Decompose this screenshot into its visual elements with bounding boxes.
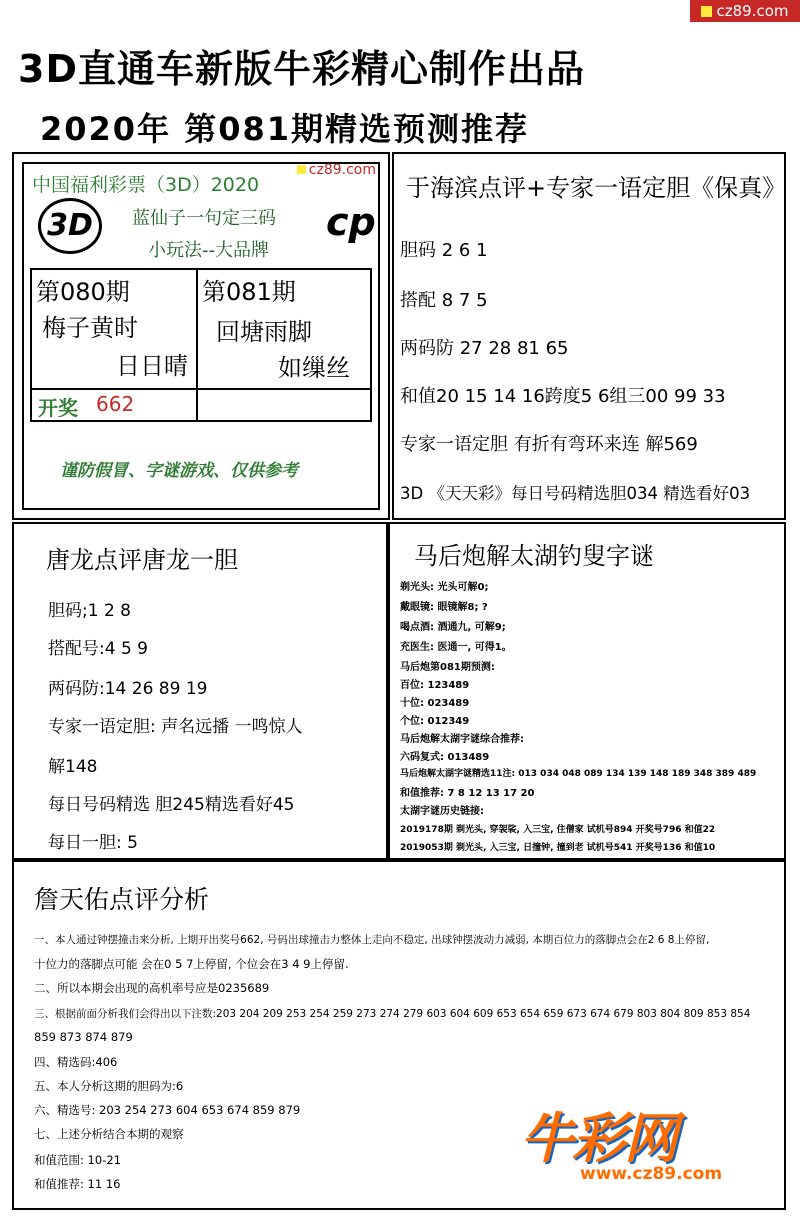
- tang-long-line: 两码防:14 26 89 19: [48, 679, 208, 699]
- ma-hou-pao-title: 马后炮解太湖钓叟字谜: [414, 542, 654, 570]
- ma-hou-pao-line: 2019178期 剃光头, 穿袈裟, 入三宝, 住僧家 试机号894 开奖号796 和值22: [400, 825, 716, 835]
- cp-logo-icon: cp: [326, 200, 376, 244]
- analysis-line: 十位力的落脚点可能 会在0 5 7上停留, 个位会在3 4 9上停留.: [34, 957, 349, 971]
- watermark-logo: [500, 1090, 760, 1190]
- tang-long-title: 唐龙点评唐龙一胆: [46, 546, 238, 574]
- slogan-line-1: 蓝仙子一句定三码: [132, 208, 276, 229]
- card-site-tag: [297, 162, 376, 178]
- analysis-line: 五、本人分析这期的胆码为:6: [34, 1079, 184, 1093]
- square-icon: [701, 6, 712, 17]
- ma-hou-pao-line: 百位: 123489: [400, 680, 470, 691]
- cur-riddle-line-2: 如缫丝: [278, 354, 350, 382]
- yu-haibin-line: 专家一语定胆 有折有弯环来连 解569: [400, 434, 698, 455]
- tang-long-line: 每日号码精选 胆245精选看好45: [48, 795, 295, 815]
- square-icon: [297, 165, 306, 174]
- lottery-card-inner: [22, 162, 380, 510]
- draw-result-cell: [32, 390, 198, 420]
- slogan-line-2: 小玩法--大品牌: [148, 240, 269, 261]
- ma-hou-pao-line: 马后炮解太湖字谜精选11注: 013 034 048 089 134 139 148 189 348 389 489: [400, 769, 757, 779]
- tang-long-line: 每日一胆: 5: [48, 833, 138, 853]
- ma-hou-pao-line: 马后炮第081期预测:: [400, 662, 495, 673]
- lottery-brand: 中国福利彩票（3D）2020: [32, 174, 260, 196]
- tang-long-line: 解148: [48, 757, 98, 777]
- prev-riddle-line-2: 日日晴: [116, 352, 188, 380]
- ma-hou-pao-line: 充医生: 医通一, 可得1。: [400, 642, 512, 653]
- watermark-url: www.cz89.com: [580, 1164, 723, 1184]
- draw-label: 开奖: [38, 396, 78, 420]
- analysis-line: 一、本人通过钟摆撞击来分析, 上期开出奖号662, 号码出球撞击力整体上走向不稳定, 出球钟摆波动力减弱, 本期百位力的落脚点会在2 6 8上停留,: [34, 934, 710, 946]
- page-subtitle: 2020年 第081期精选预测推荐: [40, 110, 530, 148]
- 3d-logo-icon: 3D: [38, 198, 102, 254]
- watermark-logo-text: 牛彩网: [520, 1107, 676, 1170]
- analysis-line: 和值范围: 10-21: [34, 1153, 121, 1167]
- page-title: 3D直通车新版牛彩精心制作出品: [18, 47, 585, 91]
- yu-haibin-line: 搭配 8 7 5: [400, 290, 488, 311]
- tang-long-line: 搭配号:4 5 9: [48, 639, 148, 659]
- ma-hou-pao-line: 太湖字谜历史链接:: [400, 806, 484, 817]
- analysis-line: 三、根据前面分析我们会得出以下注数:203 204 209 253 254 259 273 274 279 603 604 609 653 654 659 673 674 679 803 804 809 853 854: [34, 1008, 751, 1020]
- yu-haibin-panel: [392, 152, 786, 520]
- prev-riddle-line-1: 梅子黄时: [42, 314, 138, 342]
- cur-period-label: 第081期: [202, 278, 296, 306]
- ma-hou-pao-line: 十位: 023489: [400, 698, 470, 709]
- card-site-text: cz89.com: [308, 162, 376, 178]
- warning-text: 谨防假冒、字谜游戏、仅供参考: [60, 461, 298, 481]
- riddle-grid: [30, 268, 372, 422]
- yu-haibin-line: 两码防 27 28 81 65: [400, 338, 569, 359]
- yu-haibin-line: 和值20 15 14 16跨度5 6组三00 99 33: [400, 386, 726, 407]
- ma-hou-pao-panel: [388, 522, 786, 860]
- tang-long-line: 专家一语定胆: 声名远播 一鸣惊人: [48, 717, 303, 737]
- draw-value: 662: [96, 392, 135, 416]
- analysis-line: 四、精选码:406: [34, 1055, 118, 1069]
- analysis-line: 859 873 874 879: [34, 1030, 133, 1044]
- yu-haibin-line: 胆码 2 6 1: [400, 240, 488, 261]
- yu-haibin-title: 于海滨点评+专家一语定胆《保真》: [406, 174, 787, 202]
- cur-period-cell: [198, 270, 370, 390]
- ma-hou-pao-line: 喝点酒: 酒通九, 可解9;: [400, 622, 506, 633]
- lottery-card: [12, 152, 390, 520]
- cur-riddle-line-1: 回塘雨脚: [216, 318, 312, 346]
- yu-haibin-line: 3D 《天天彩》每日号码精选胆034 精选看好03: [400, 484, 751, 503]
- site-tag-text: cz89.com: [716, 2, 789, 20]
- tang-long-line: 胆码;1 2 8: [48, 601, 131, 621]
- analysis-line: 七、上述分析结合本期的观察: [34, 1127, 184, 1141]
- ma-hou-pao-line: 六码复式: 013489: [400, 752, 490, 763]
- ma-hou-pao-line: 马后炮解太湖字谜综合推荐:: [400, 734, 524, 745]
- ma-hou-pao-line: 个位: 012349: [400, 716, 470, 727]
- ma-hou-pao-line: 2019053期 剃光头, 入三宝, 日撞钟, 撞到老 试机号541 开奖号136 和值10: [400, 843, 716, 853]
- ma-hou-pao-line: 剃光头: 光头可解0;: [400, 582, 489, 593]
- analysis-line: 和值推荐: 11 16: [34, 1177, 121, 1191]
- empty-cell: [198, 390, 370, 420]
- ma-hou-pao-line: 和值推荐: 7 8 12 13 17 20: [400, 788, 535, 799]
- zhan-tianyou-panel: [12, 860, 786, 1210]
- zhan-tianyou-title: 詹天佑点评分析: [34, 885, 210, 914]
- prev-period-cell: [32, 270, 198, 390]
- analysis-line: 二、所以本期会出现的高机率号应是0235689: [34, 981, 270, 995]
- tang-long-panel: [12, 522, 388, 860]
- prev-period-label: 第080期: [36, 278, 130, 306]
- site-tag[interactable]: [690, 0, 800, 22]
- analysis-line: 六、精选号: 203 254 273 604 653 674 859 879: [34, 1103, 301, 1117]
- ma-hou-pao-line: 戴眼镜: 眼镜解8; ?: [400, 602, 488, 613]
